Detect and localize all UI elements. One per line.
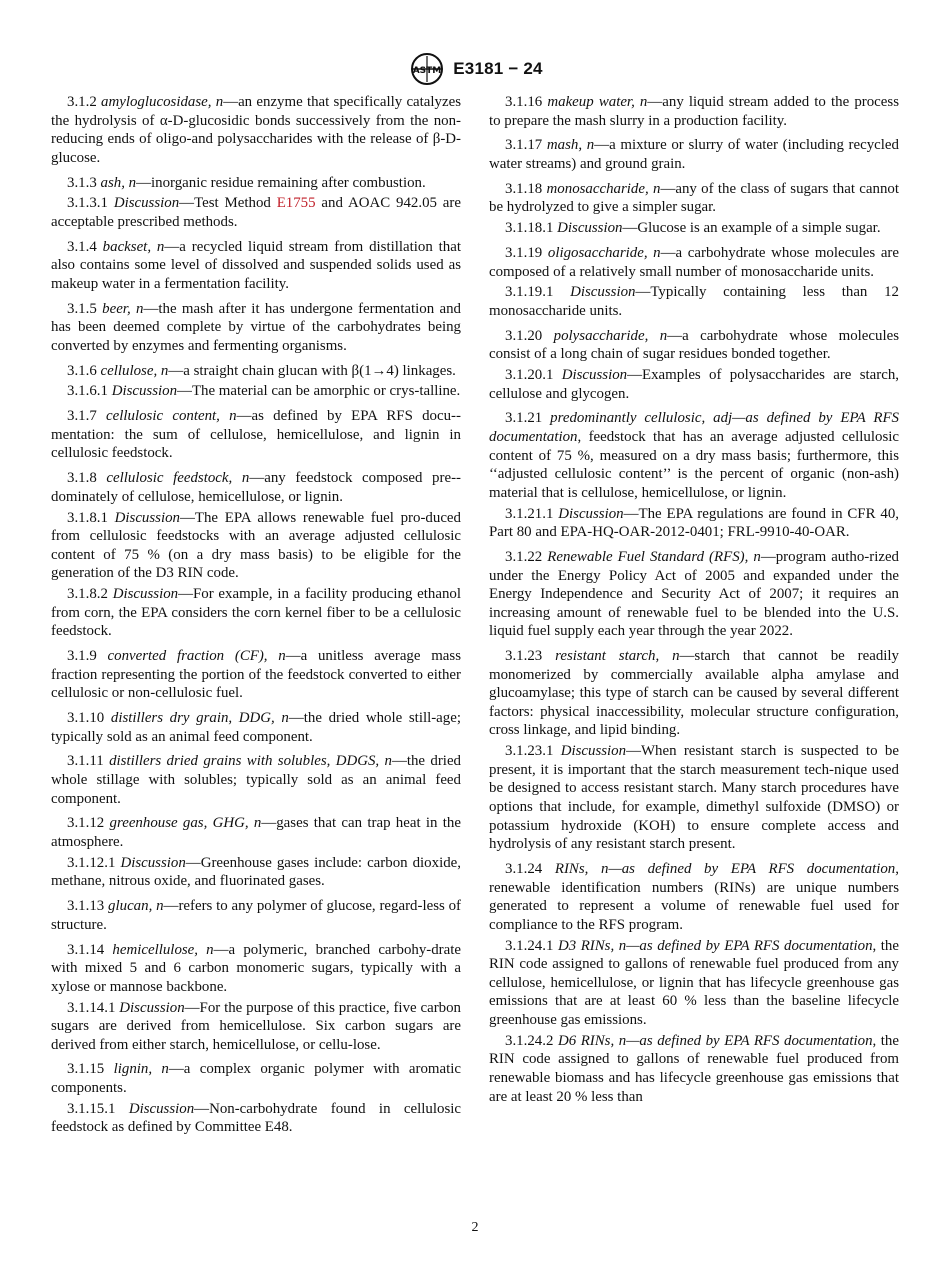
section-number: 3.1.12: [67, 815, 105, 832]
defined-term: ash, n: [100, 174, 137, 191]
section-number: 3.1.24: [505, 861, 543, 877]
astm-logo-text: ASTM: [412, 66, 442, 76]
section-number: 3.1.7: [67, 408, 97, 425]
paragraph-text: and AOAC 942.05 are acceptable prescribed methods.: [51, 195, 461, 230]
section-number: 3.1.23: [505, 648, 543, 665]
section-number: 3.1.5: [67, 300, 97, 317]
paragraph-text: —a straight chain glucan with β(1→4) linkages.: [168, 362, 456, 379]
discussion-label: Discussion: [119, 999, 185, 1016]
definition-paragraph: [51, 382, 461, 401]
definition-paragraph: [489, 505, 899, 542]
definition-paragraph: [51, 897, 461, 934]
paragraph-text: —Non-carbohydrate found in cellulosic feedstock as defined by Committee E48.: [51, 1100, 461, 1136]
section-number: 3.1.19: [505, 244, 543, 261]
definition-paragraph: [51, 647, 461, 703]
defined-term: cellulose, n: [100, 362, 169, 379]
paragraph-text: —the dried whole still-age; typically sold as an animal feed component.: [51, 710, 461, 745]
paragraph-text: —Glucose is an example of a simple sugar.: [622, 220, 881, 237]
defined-term: hemicellulose, n: [112, 941, 214, 958]
section-number: 3.1.24.1: [505, 937, 554, 954]
right-column: [489, 93, 899, 1112]
paragraph-text: —The EPA allows renewable fuel pro-duced from cellulosic feedstocks with an average adjusted cellulosic content of 75 % (on a dry mass basis) to be eligible for the generation of the D3 RIN code.: [51, 509, 461, 582]
paragraph-text: —The material can be amorphic or crys-talline.: [177, 383, 461, 400]
paragraph-text: —any feedstock composed pre-dominately of cellulose, hemicellulose, or lignin.: [51, 470, 461, 505]
astm-logo-icon: [407, 52, 447, 86]
definition-paragraph: [51, 1100, 461, 1137]
paragraph-text: —any of the class of sugars that cannot be hydrolyzed to give a simpler sugar.: [489, 180, 899, 216]
paragraph-text: —a unitless average mass fraction representing the portion of the feedstock converted to either cellulosic or non-cellulosic fuel.: [51, 648, 461, 702]
document-designation: E3181 − 24: [453, 59, 543, 78]
section-number: 3.1.6.1: [67, 383, 108, 400]
section-number: 3.1.16: [505, 94, 543, 110]
definition-paragraph: [51, 194, 461, 231]
section-number: 3.1.15.1: [67, 1100, 116, 1117]
paragraph-text: , feedstock that has an average adjusted cellulosic content of 75 %, measured on a dry mass basis; furthermore, this ‘‘adjusted cellulosic content’’ is the percent of organic (non-ash) material that is cellulose, hemicellulose, or lignin.: [489, 429, 899, 501]
discussion-label: Discussion: [557, 220, 623, 237]
paragraph-text: , the RIN code assigned to gallons of renewable fuel produced from any cellulose, hemicellulose, or lignin that has lifecycle greenhouse gas emissions that are at least 60 % less than the baseline lifecycle greenhouse gas emissions.: [489, 937, 899, 1028]
defined-term: RINs, n—as defined by EPA RFS documentation: [554, 861, 896, 877]
section-number: 3.1.17: [505, 137, 543, 154]
discussion-label: Discussion: [561, 367, 628, 384]
discussion-label: Discussion: [114, 509, 180, 526]
section-number: 3.1.20: [505, 327, 543, 344]
section-number: 3.1.22: [505, 548, 543, 565]
defined-term: polysaccharide, n: [553, 327, 668, 344]
paragraph-text: —gases that can trap heat in the atmosphere.: [51, 815, 461, 850]
definition-paragraph: [51, 174, 461, 193]
section-number: 3.1.18: [505, 180, 543, 197]
section-number: 3.1.10: [67, 710, 105, 727]
discussion-label: Discussion: [112, 586, 179, 603]
paragraph-text: —starch that cannot be readily monomerized by commercially available alpha amylase and glucoamylase; this type of starch can be caused by several different factors: physical inaccessibility, molecular structure configuration, cross linkage, and lipid binding.: [489, 648, 899, 739]
discussion-label: Discussion: [570, 284, 636, 301]
defined-term: glucan, n: [108, 898, 164, 915]
definition-paragraph: [489, 647, 899, 740]
discussion-label: Discussion: [560, 743, 627, 760]
definition-paragraph: [51, 752, 461, 808]
defined-term: mash, n: [546, 137, 595, 154]
definition-paragraph: [489, 283, 899, 320]
definition-paragraph: [51, 1060, 461, 1097]
definition-paragraph: [51, 407, 461, 463]
section-number: 3.1.23.1: [505, 743, 554, 760]
paragraph-text: , renewable identification numbers (RINs) are unique numbers generated to represent a volume of renewable fuel used for compliance to the RFS program.: [489, 861, 899, 933]
section-number: 3.1.9: [67, 648, 97, 665]
left-column: [51, 93, 461, 1143]
section-number: 3.1.24.2: [505, 1032, 554, 1049]
definition-paragraph: [489, 93, 899, 130]
defined-term: beer, n: [102, 300, 144, 317]
section-number: 3.1.13: [67, 898, 105, 915]
paragraph-text: —as defined by EPA RFS docu-mentation: the sum of cellulose, hemicellulose, and lignin in cellulosic feedstock.: [51, 408, 461, 462]
defined-term: converted fraction (CF), n: [107, 648, 286, 665]
paragraph-text: —Greenhouse gases include: carbon dioxide, methane, nitrous oxide, and fluorinated gases.: [51, 854, 461, 890]
paragraph-text: —program autho-rized under the Energy Policy Act of 2005 and expanded under the Energy Independence and Security Act of 2007; it requires an increasing amount of renewable fuel to be blended into the U.S. liquid fuel supply each year through the year 2022.: [489, 548, 900, 640]
discussion-label: Discussion: [120, 854, 186, 871]
section-number: 3.1.11: [67, 753, 104, 770]
definition-paragraph: [51, 300, 461, 356]
section-number: 3.1.4: [67, 238, 97, 255]
section-number: 3.1.8: [67, 470, 97, 487]
definition-paragraph: [489, 409, 899, 502]
section-number: 3.1.6: [67, 362, 97, 379]
definition-paragraph: [489, 548, 899, 641]
definition-paragraph: [51, 814, 461, 851]
defined-term: resistant starch, n: [555, 648, 680, 665]
paragraph-text: —The EPA regulations are found in CFR 40, Part 80 and EPA-HQ-OAR-2012-0401; FRL-9910-40-OAR.: [489, 505, 899, 541]
paragraph-text: —Test Method: [179, 195, 277, 212]
paragraph-text: —refers to any polymer of glucose, regard-less of structure.: [51, 898, 461, 933]
defined-term: predominantly cellulosic, adj—as defined by EPA RFS documentation: [489, 410, 899, 445]
defined-term: backset, n: [102, 238, 165, 255]
definition-paragraph: [489, 937, 899, 1030]
paragraph-text: —a carbohydrate whose molecules consist of a long chain of sugar residues bonded together.: [489, 327, 899, 363]
paragraph-text: —For the purpose of this practice, five carbon sugars are derived from hemicellulose. Six carbon sugars are derived from either starch, hemicellulose, or cellu-lose.: [51, 999, 462, 1053]
paragraph-text: —a recycled liquid stream from distillation that also contains some level of dissolved and suspended solids used as makeup water in a fermentation facility.: [51, 238, 461, 292]
paragraph-text: —inorganic residue remaining after combustion.: [136, 174, 426, 191]
definition-paragraph: [489, 860, 899, 934]
section-number: 3.1.8.1: [67, 509, 108, 526]
standard-reference-link[interactable]: E1755: [276, 195, 316, 212]
discussion-label: Discussion: [111, 383, 178, 400]
section-number: 3.1.2: [67, 94, 97, 110]
paragraph-text: —the dried whole stillage with solubles; typically sold as an animal feed component.: [51, 753, 461, 807]
paragraph-text: , the RIN code assigned to gallons of renewable fuel produced from renewable biomass and has lifecycle greenhouse gas emissions that are at least 20 % less than: [489, 1032, 899, 1105]
defined-term: cellulosic content, n: [106, 408, 237, 425]
paragraph-text: —For example, in a facility producing ethanol from corn, the EPA considers the corn kernel fiber to be a cellulosic feedstock.: [51, 586, 462, 640]
paragraph-text: —a polymeric, branched carbohy-drate with mixed 5 and 6 carbon monomeric sugars, typically with a xylose or mannose backbone.: [51, 941, 461, 995]
discussion-label: Discussion: [113, 195, 180, 212]
definition-paragraph: [51, 93, 461, 167]
definition-paragraph: [489, 1032, 899, 1106]
page-header: [0, 52, 950, 86]
section-number: 3.1.3: [67, 174, 97, 191]
defined-term: makeup water, n: [547, 94, 648, 110]
definition-paragraph: [51, 509, 461, 583]
definition-paragraph: [51, 999, 461, 1055]
section-number: 3.1.21: [505, 410, 543, 427]
definition-paragraph: [489, 219, 899, 238]
section-number: 3.1.18.1: [505, 220, 554, 237]
section-number: 3.1.12.1: [67, 854, 116, 871]
paragraph-text: —any liquid stream added to the process to prepare the mash slurry in a production facility.: [489, 94, 899, 129]
definition-paragraph: [489, 742, 899, 854]
discussion-label: Discussion: [128, 1100, 195, 1117]
paragraph-text: —an enzyme that specifically catalyzes the hydrolysis of α-D-glucosidic bonds successively from the non-reducing ends of oligo-and polysaccharides with the release of β-D-glucose.: [51, 94, 461, 166]
section-number: 3.1.8.2: [67, 586, 108, 603]
section-number: 3.1.21.1: [505, 505, 554, 522]
defined-term: D3 RINs, n—as defined by EPA RFS documentation: [557, 937, 873, 954]
section-number: 3.1.20.1: [505, 367, 554, 384]
defined-term: distillers dried grains with solubles, DDGS, n: [109, 753, 392, 770]
defined-term: Renewable Fuel Standard (RFS), n: [547, 548, 761, 565]
definition-paragraph: [489, 244, 899, 281]
definition-paragraph: [51, 709, 461, 746]
defined-term: greenhouse gas, GHG, n: [109, 815, 262, 832]
discussion-label: Discussion: [558, 505, 624, 522]
definition-paragraph: [51, 941, 461, 997]
definition-paragraph: [489, 366, 899, 403]
section-number: 3.1.14: [67, 941, 105, 958]
section-number: 3.1.3.1: [67, 195, 108, 212]
defined-term: distillers dry grain, DDG, n: [110, 710, 289, 727]
definition-paragraph: [489, 327, 899, 364]
defined-term: monosaccharide, n: [546, 180, 661, 197]
paragraph-text: —When resistant starch is suspected to be present, it is important that the starch measurement tech-nique used be designed to access resistant starch. Many starch procedures have options that include, for example, dimethyl sulfoxide (DMSO) or potassium hydroxide (KOH) to ensure complete access and hydrolysis of any resistant starch present.: [489, 743, 899, 853]
defined-term: cellulosic feedstock, n: [106, 470, 250, 487]
section-number: 3.1.19.1: [505, 284, 554, 301]
paragraph-text: —a mixture or slurry of water (including recycled water streams) and ground grain.: [489, 137, 899, 172]
defined-term: lignin, n: [113, 1061, 169, 1078]
definition-paragraph: [51, 854, 461, 891]
section-number: 3.1.14.1: [67, 999, 116, 1016]
definition-paragraph: [489, 136, 899, 173]
paragraph-text: —Typically containing less than 12 monosaccharide units.: [489, 284, 899, 319]
defined-term: D6 RINs, n—as defined by EPA RFS documentation: [557, 1032, 873, 1049]
defined-term: amyloglucosidase, n: [101, 94, 224, 110]
definition-paragraph: [489, 180, 899, 217]
definition-paragraph: [51, 585, 461, 641]
paragraph-text: —Examples of polysaccharides are starch, cellulose and glycogen.: [489, 367, 899, 402]
paragraph-text: —a complex organic polymer with aromatic components.: [51, 1061, 461, 1097]
definition-paragraph: [51, 469, 461, 506]
definition-paragraph: [51, 238, 461, 294]
definition-paragraph: [51, 362, 461, 381]
paragraph-text: —a carbohydrate whose molecules are composed of a relatively small number of monosaccharide units.: [489, 244, 899, 280]
paragraph-text: —the mash after it has undergone fermentation and has been deemed complete by virtue of the carbohydrates being converted by enzymes and fermenting organisms.: [51, 300, 461, 354]
section-number: 3.1.15: [67, 1061, 105, 1078]
page-number: 2: [471, 1220, 479, 1235]
defined-term: oligosaccharide, n: [547, 244, 661, 261]
